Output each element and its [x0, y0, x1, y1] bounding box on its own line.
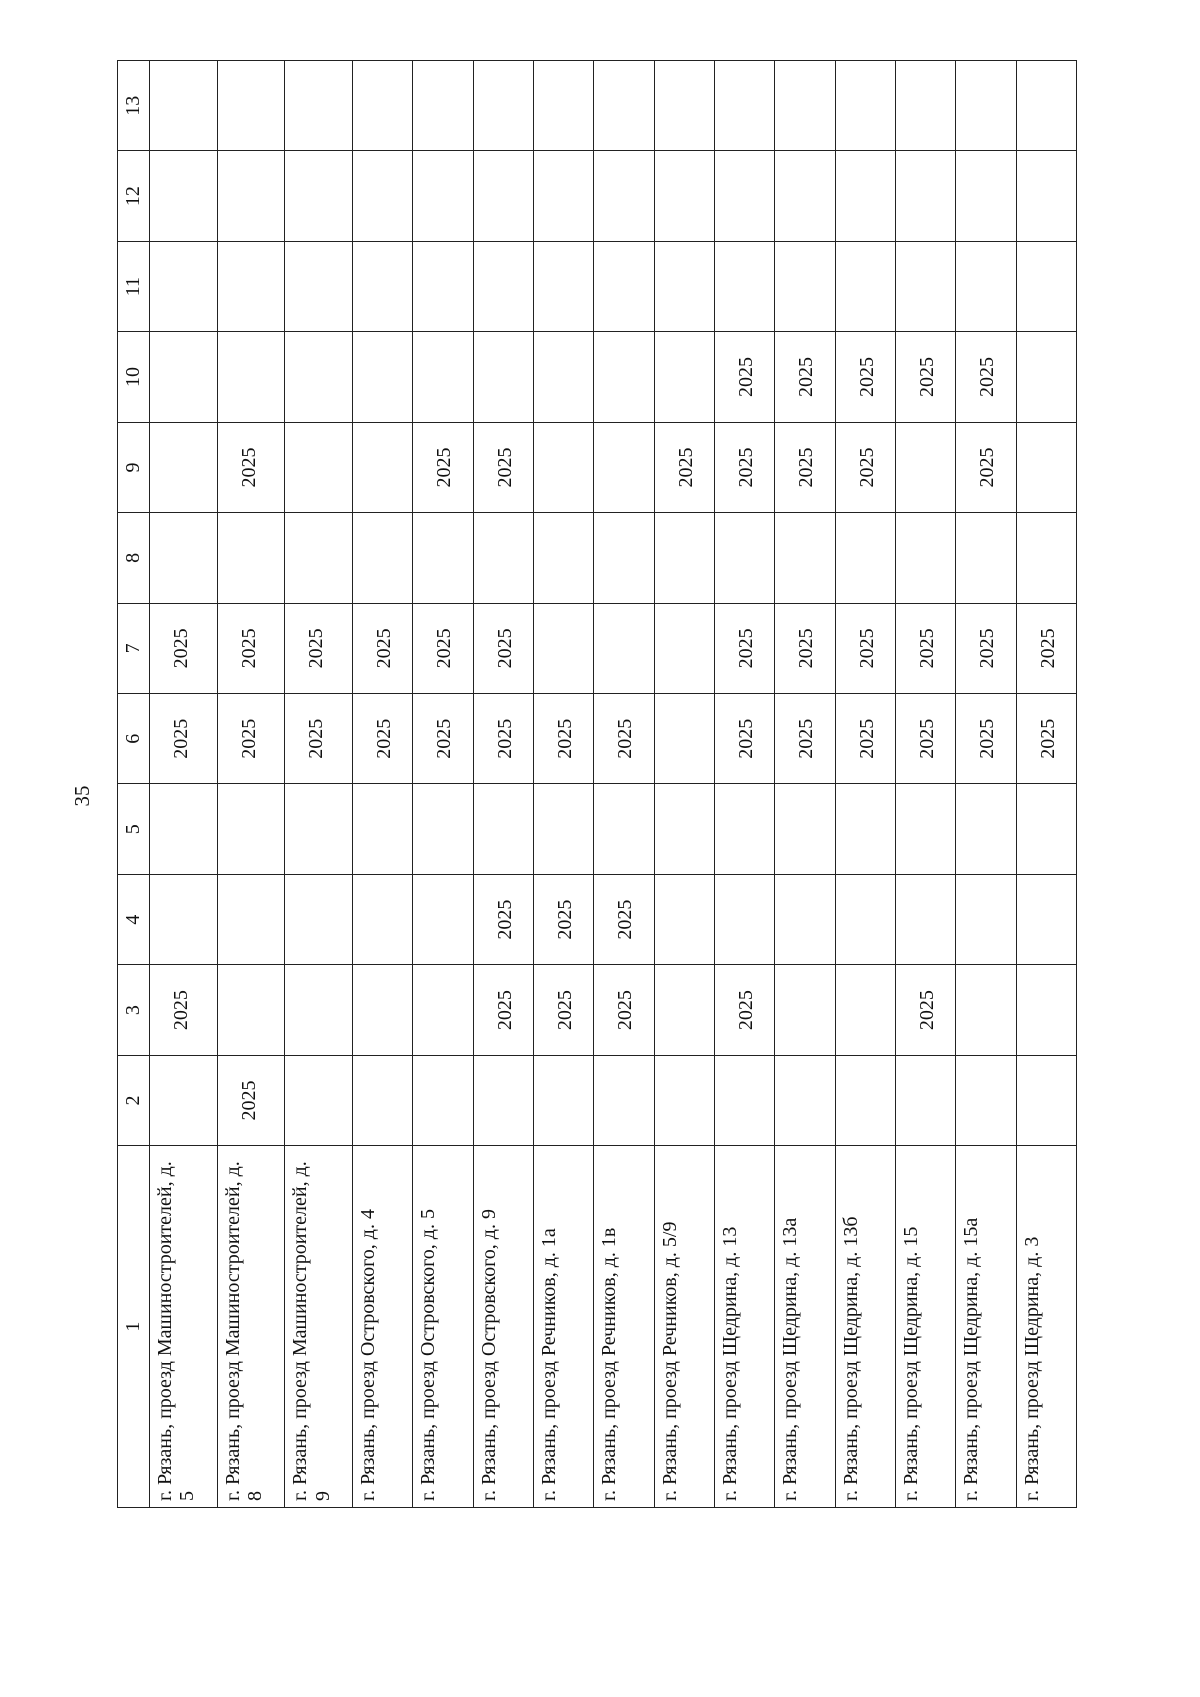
- address-cell: г. Рязань, проезд Островского, д. 5: [413, 1146, 473, 1508]
- year-cell-col-11: [285, 241, 353, 331]
- address-cell: г. Рязань, проезд Машиностроителей, д. 5: [150, 1146, 218, 1508]
- year-cell-col-8: [956, 513, 1016, 603]
- year-cell-col-11: [654, 241, 714, 331]
- year-cell-col-11: [895, 241, 955, 331]
- year-cell-col-9: 2025: [654, 422, 714, 512]
- year-cell-col-3: 2025: [895, 965, 955, 1055]
- year-cell-col-12: [654, 151, 714, 241]
- address-cell: г. Рязань, проезд Машиностроителей, д. 9: [285, 1146, 353, 1508]
- year-cell-col-9: [594, 422, 654, 512]
- year-cell-col-6: [654, 694, 714, 784]
- year-cell-col-4: [654, 874, 714, 964]
- year-cell-col-7: 2025: [150, 603, 218, 693]
- year-cell-col-6: 2025: [714, 694, 774, 784]
- address-cell: г. Рязань, проезд Щедрина, д. 3: [1016, 1146, 1076, 1508]
- year-cell-col-8: [473, 513, 533, 603]
- table-row: [217, 61, 285, 1508]
- year-cell-col-3: [956, 965, 1016, 1055]
- year-cell-col-12: [473, 151, 533, 241]
- year-cell-col-7: 2025: [775, 603, 835, 693]
- address-cell: г. Рязань, проезд Машиностроителей, д. 8: [217, 1146, 285, 1508]
- year-cell-col-10: [285, 332, 353, 422]
- table-row: [413, 61, 473, 1508]
- year-cell-col-9: [285, 422, 353, 512]
- year-cell-col-4: 2025: [473, 874, 533, 964]
- column-header-11: 11: [118, 241, 150, 331]
- year-cell-col-6: 2025: [775, 694, 835, 784]
- year-cell-col-3: 2025: [150, 965, 218, 1055]
- year-cell-col-13: [835, 61, 895, 151]
- year-cell-col-6: 2025: [150, 694, 218, 784]
- year-cell-col-8: [285, 513, 353, 603]
- column-header-5: 5: [118, 784, 150, 874]
- address-cell: г. Рязань, проезд Речников, д. 1а: [533, 1146, 593, 1508]
- year-cell-col-4: 2025: [594, 874, 654, 964]
- year-cell-col-2: [150, 1055, 218, 1145]
- year-cell-col-13: [714, 61, 774, 151]
- year-cell-col-4: [956, 874, 1016, 964]
- year-cell-col-12: [413, 151, 473, 241]
- year-cell-col-3: 2025: [533, 965, 593, 1055]
- year-cell-col-4: [217, 874, 285, 964]
- year-cell-col-2: [1016, 1055, 1076, 1145]
- year-cell-col-9: 2025: [714, 422, 774, 512]
- year-cell-col-6: 2025: [835, 694, 895, 784]
- column-header-4: 4: [118, 874, 150, 964]
- year-cell-col-7: [533, 603, 593, 693]
- year-cell-col-4: [285, 874, 353, 964]
- year-cell-col-8: [654, 513, 714, 603]
- table-row: [895, 61, 955, 1508]
- year-cell-col-9: 2025: [473, 422, 533, 512]
- table-row: [594, 61, 654, 1508]
- year-cell-col-8: [150, 513, 218, 603]
- rotated-table-container: [117, 60, 1077, 1508]
- table-row: [775, 61, 835, 1508]
- year-cell-col-13: [654, 61, 714, 151]
- year-cell-col-2: [654, 1055, 714, 1145]
- column-header-9: 9: [118, 422, 150, 512]
- year-cell-col-9: [1016, 422, 1076, 512]
- year-cell-col-10: [594, 332, 654, 422]
- table-row: [533, 61, 593, 1508]
- year-cell-col-9: [352, 422, 412, 512]
- column-header-1: 1: [118, 1146, 150, 1508]
- year-cell-col-5: [217, 784, 285, 874]
- year-cell-col-9: 2025: [775, 422, 835, 512]
- year-cell-col-8: [352, 513, 412, 603]
- address-cell: г. Рязань, проезд Щедрина, д. 13: [714, 1146, 774, 1508]
- table-row: [1016, 61, 1076, 1508]
- year-cell-col-9: 2025: [956, 422, 1016, 512]
- year-cell-col-6: 2025: [285, 694, 353, 784]
- year-cell-col-8: [835, 513, 895, 603]
- year-cell-col-8: [1016, 513, 1076, 603]
- year-cell-col-12: [775, 151, 835, 241]
- year-cell-col-10: 2025: [714, 332, 774, 422]
- year-cell-col-7: 2025: [895, 603, 955, 693]
- year-cell-col-4: [150, 874, 218, 964]
- column-header-7: 7: [118, 603, 150, 693]
- page-number: 35: [70, 785, 94, 807]
- year-cell-col-4: [413, 874, 473, 964]
- year-cell-col-10: [413, 332, 473, 422]
- year-cell-col-9: [533, 422, 593, 512]
- year-cell-col-7: [654, 603, 714, 693]
- address-cell: г. Рязань, проезд Щедрина, д. 13б: [835, 1146, 895, 1508]
- year-cell-col-6: 2025: [413, 694, 473, 784]
- address-cell: г. Рязань, проезд Островского, д. 9: [473, 1146, 533, 1508]
- year-cell-col-8: [533, 513, 593, 603]
- year-cell-col-10: 2025: [895, 332, 955, 422]
- year-cell-col-9: 2025: [835, 422, 895, 512]
- address-cell: г. Рязань, проезд Речников, д. 1в: [594, 1146, 654, 1508]
- year-cell-col-11: [956, 241, 1016, 331]
- year-cell-col-2: [352, 1055, 412, 1145]
- year-cell-col-8: [775, 513, 835, 603]
- year-cell-col-3: [654, 965, 714, 1055]
- year-cell-col-11: [533, 241, 593, 331]
- table-row: [473, 61, 533, 1508]
- year-cell-col-5: [413, 784, 473, 874]
- year-cell-col-2: 2025: [217, 1055, 285, 1145]
- year-cell-col-8: [413, 513, 473, 603]
- year-cell-col-12: [150, 151, 218, 241]
- year-cell-col-2: [594, 1055, 654, 1145]
- year-cell-col-12: [956, 151, 1016, 241]
- year-cell-col-2: [413, 1055, 473, 1145]
- year-cell-col-11: [835, 241, 895, 331]
- year-cell-col-6: 2025: [533, 694, 593, 784]
- year-cell-col-5: [654, 784, 714, 874]
- year-cell-col-11: [714, 241, 774, 331]
- year-cell-col-4: [1016, 874, 1076, 964]
- year-cell-col-7: 2025: [835, 603, 895, 693]
- year-cell-col-5: [352, 784, 412, 874]
- year-cell-col-12: [285, 151, 353, 241]
- year-cell-col-6: 2025: [594, 694, 654, 784]
- table-row: [352, 61, 412, 1508]
- year-cell-col-4: [714, 874, 774, 964]
- year-cell-col-7: 2025: [956, 603, 1016, 693]
- year-cell-col-11: [413, 241, 473, 331]
- year-cell-col-7: 2025: [217, 603, 285, 693]
- year-cell-col-12: [352, 151, 412, 241]
- year-cell-col-12: [217, 151, 285, 241]
- year-cell-col-7: 2025: [714, 603, 774, 693]
- year-cell-col-12: [594, 151, 654, 241]
- year-cell-col-7: 2025: [473, 603, 533, 693]
- year-cell-col-7: [594, 603, 654, 693]
- year-cell-col-10: [654, 332, 714, 422]
- year-cell-col-4: [835, 874, 895, 964]
- address-cell: г. Рязань, проезд Островского, д. 4: [352, 1146, 412, 1508]
- year-cell-col-13: [352, 61, 412, 151]
- column-header-12: 12: [118, 151, 150, 241]
- year-cell-col-10: 2025: [775, 332, 835, 422]
- year-cell-col-6: 2025: [473, 694, 533, 784]
- year-cell-col-10: [533, 332, 593, 422]
- table-body: [150, 61, 1077, 1508]
- year-cell-col-13: [533, 61, 593, 151]
- year-cell-col-11: [594, 241, 654, 331]
- year-cell-col-5: [285, 784, 353, 874]
- year-cell-col-2: [895, 1055, 955, 1145]
- column-header-13: 13: [118, 61, 150, 151]
- year-cell-col-9: [150, 422, 218, 512]
- year-cell-col-2: [835, 1055, 895, 1145]
- year-cell-col-7: 2025: [352, 603, 412, 693]
- year-cell-col-8: [217, 513, 285, 603]
- year-cell-col-13: [775, 61, 835, 151]
- address-cell: г. Рязань, проезд Щедрина, д. 13а: [775, 1146, 835, 1508]
- year-cell-col-5: [1016, 784, 1076, 874]
- year-cell-col-10: 2025: [835, 332, 895, 422]
- column-header-10: 10: [118, 332, 150, 422]
- year-cell-col-5: [473, 784, 533, 874]
- year-cell-col-10: 2025: [956, 332, 1016, 422]
- year-cell-col-13: [473, 61, 533, 151]
- year-cell-col-7: 2025: [1016, 603, 1076, 693]
- year-cell-col-12: [714, 151, 774, 241]
- year-cell-col-3: [413, 965, 473, 1055]
- year-cell-col-8: [594, 513, 654, 603]
- year-cell-col-10: [217, 332, 285, 422]
- year-cell-col-10: [352, 332, 412, 422]
- year-cell-col-2: [533, 1055, 593, 1145]
- table-row: [835, 61, 895, 1508]
- year-cell-col-13: [895, 61, 955, 151]
- table-row: [654, 61, 714, 1508]
- year-cell-col-6: 2025: [895, 694, 955, 784]
- year-cell-col-3: 2025: [594, 965, 654, 1055]
- year-cell-col-5: [775, 784, 835, 874]
- year-cell-col-6: 2025: [217, 694, 285, 784]
- year-cell-col-10: [473, 332, 533, 422]
- year-cell-col-5: [895, 784, 955, 874]
- schedule-table: [117, 60, 1077, 1508]
- year-cell-col-9: 2025: [217, 422, 285, 512]
- year-cell-col-5: [956, 784, 1016, 874]
- year-cell-col-12: [835, 151, 895, 241]
- year-cell-col-7: 2025: [285, 603, 353, 693]
- year-cell-col-8: [714, 513, 774, 603]
- year-cell-col-4: [352, 874, 412, 964]
- year-cell-col-2: [285, 1055, 353, 1145]
- year-cell-col-6: 2025: [352, 694, 412, 784]
- table-row: [956, 61, 1016, 1508]
- year-cell-col-6: 2025: [956, 694, 1016, 784]
- year-cell-col-4: [895, 874, 955, 964]
- address-cell: г. Рязань, проезд Речников, д. 5/9: [654, 1146, 714, 1508]
- year-cell-col-3: [775, 965, 835, 1055]
- year-cell-col-5: [533, 784, 593, 874]
- year-cell-col-3: [217, 965, 285, 1055]
- address-cell: г. Рязань, проезд Щедрина, д. 15: [895, 1146, 955, 1508]
- year-cell-col-7: 2025: [413, 603, 473, 693]
- year-cell-col-13: [150, 61, 218, 151]
- year-cell-col-10: [150, 332, 218, 422]
- year-cell-col-3: [285, 965, 353, 1055]
- table-row: [150, 61, 218, 1508]
- year-cell-col-3: 2025: [473, 965, 533, 1055]
- year-cell-col-10: [1016, 332, 1076, 422]
- year-cell-col-3: 2025: [714, 965, 774, 1055]
- year-cell-col-11: [150, 241, 218, 331]
- year-cell-col-9: [895, 422, 955, 512]
- year-cell-col-11: [217, 241, 285, 331]
- table-row: [285, 61, 353, 1508]
- year-cell-col-6: 2025: [1016, 694, 1076, 784]
- year-cell-col-11: [1016, 241, 1076, 331]
- year-cell-col-5: [594, 784, 654, 874]
- year-cell-col-13: [956, 61, 1016, 151]
- column-header-6: 6: [118, 694, 150, 784]
- year-cell-col-3: [835, 965, 895, 1055]
- year-cell-col-3: [1016, 965, 1076, 1055]
- year-cell-col-13: [285, 61, 353, 151]
- year-cell-col-2: [714, 1055, 774, 1145]
- address-cell: г. Рязань, проезд Щедрина, д. 15а: [956, 1146, 1016, 1508]
- year-cell-col-5: [714, 784, 774, 874]
- year-cell-col-2: [956, 1055, 1016, 1145]
- column-header-8: 8: [118, 513, 150, 603]
- year-cell-col-12: [1016, 151, 1076, 241]
- table-row: [714, 61, 774, 1508]
- year-cell-col-13: [217, 61, 285, 151]
- year-cell-col-8: [895, 513, 955, 603]
- year-cell-col-11: [352, 241, 412, 331]
- year-cell-col-2: [473, 1055, 533, 1145]
- year-cell-col-13: [413, 61, 473, 151]
- year-cell-col-9: 2025: [413, 422, 473, 512]
- year-cell-col-3: [352, 965, 412, 1055]
- year-cell-col-12: [895, 151, 955, 241]
- year-cell-col-2: [775, 1055, 835, 1145]
- year-cell-col-13: [594, 61, 654, 151]
- header-row: [118, 61, 150, 1508]
- year-cell-col-11: [775, 241, 835, 331]
- year-cell-col-5: [835, 784, 895, 874]
- year-cell-col-13: [1016, 61, 1076, 151]
- year-cell-col-4: 2025: [533, 874, 593, 964]
- year-cell-col-11: [473, 241, 533, 331]
- year-cell-col-12: [533, 151, 593, 241]
- column-header-3: 3: [118, 965, 150, 1055]
- column-header-2: 2: [118, 1055, 150, 1145]
- year-cell-col-5: [150, 784, 218, 874]
- year-cell-col-4: [775, 874, 835, 964]
